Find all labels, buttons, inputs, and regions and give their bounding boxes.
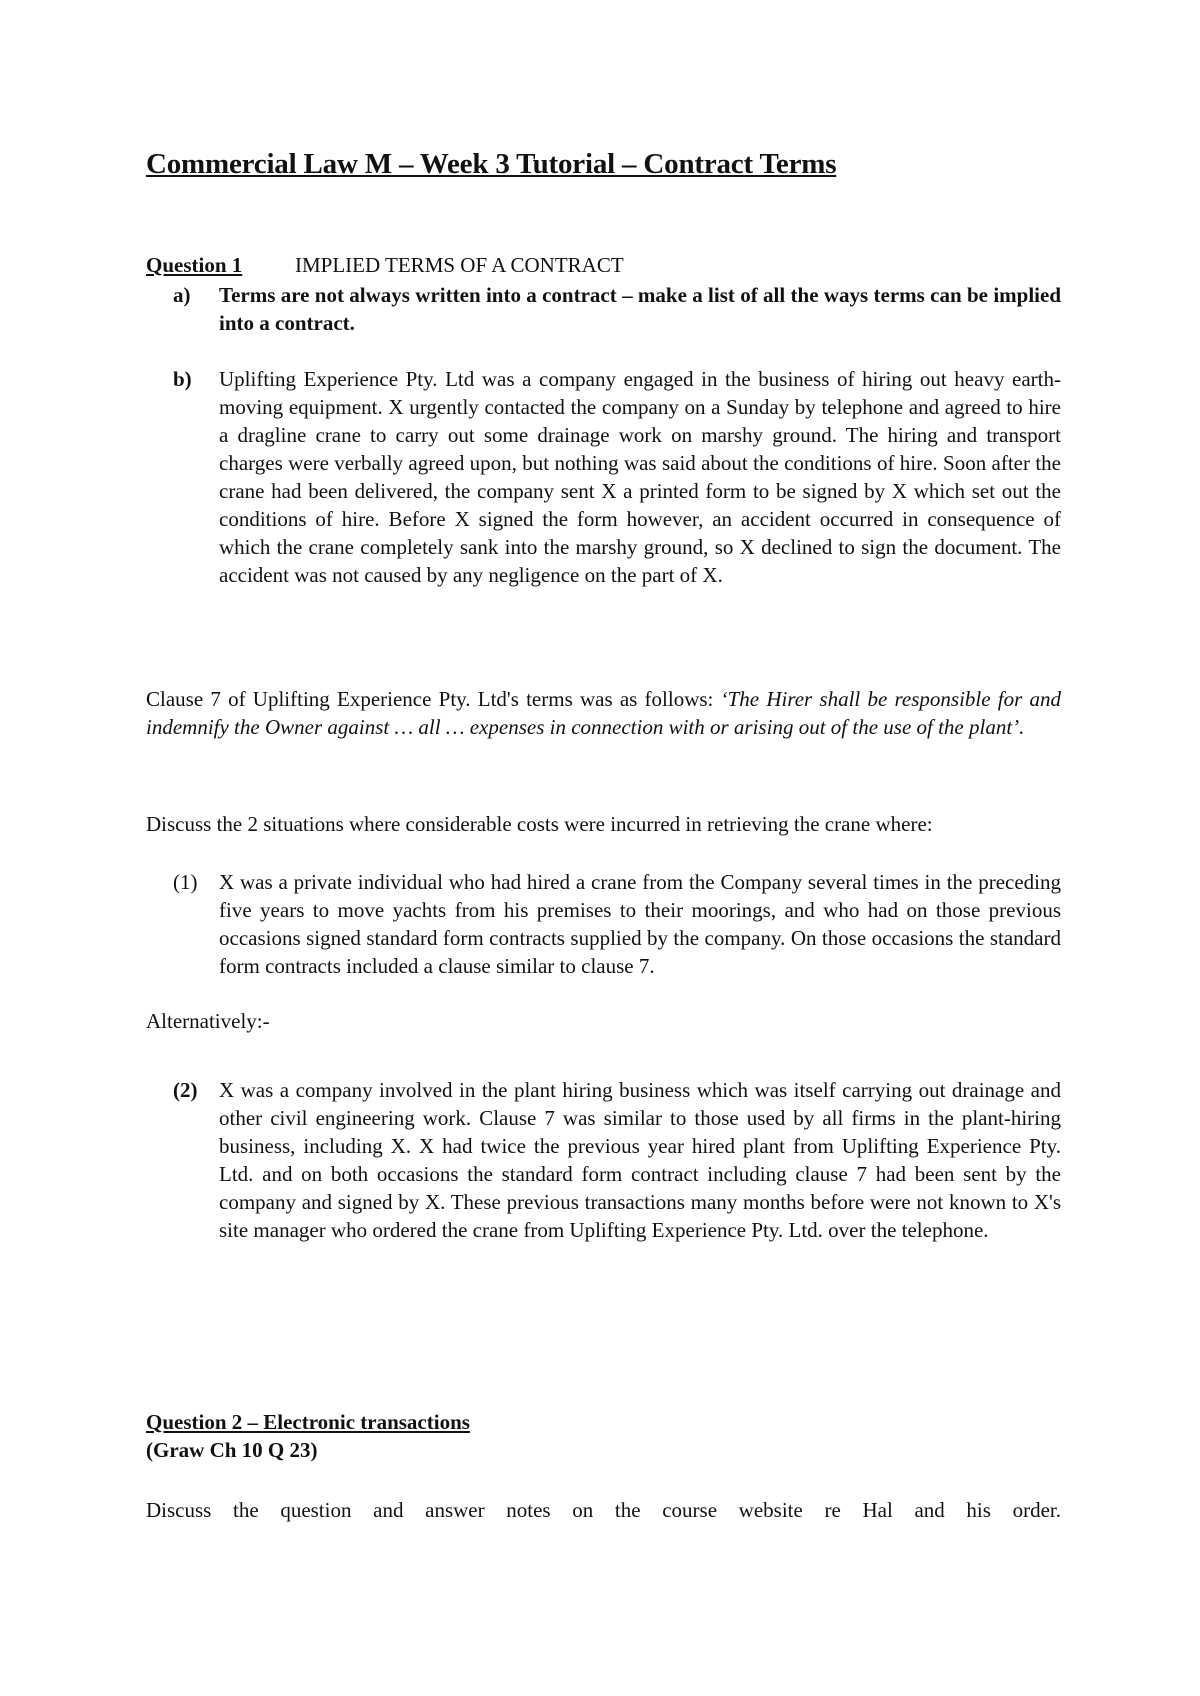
- page-title: Commercial Law M – Week 3 Tutorial – Contract Terms: [146, 148, 837, 180]
- situation-2-marker: (2): [173, 1078, 198, 1102]
- discuss-paragraph: Discuss the 2 situations where considerable costs were incurred in retrieving the crane where:: [146, 812, 933, 836]
- question-1-topic: IMPLIED TERMS OF A CONTRACT: [295, 253, 624, 277]
- situation-2-text: X was a company involved in the plant hiring business which was itself carrying out drainage and other civil engineering work. Clause 7 was similar to those used by all firms in the plant-hiring business, including X. X had twice the previous year hired plant from Uplifting Experience Pty. Ltd. and on both occasions the standard form contract including clause 7 had been sent by the company and signed by X. These previous transactions many months before were not known to X's site manager who ordered the crane from Uplifting Experience Pty. Ltd. over the telephone.: [219, 1078, 1061, 1242]
- clause-7-paragraph: [146, 685, 1061, 741]
- question-2-text: Discuss the question and answer notes on the course website re Hal and his order.: [146, 1498, 1061, 1522]
- question-2-reference: (Graw Ch 10 Q 23): [146, 1438, 318, 1462]
- question-1-heading: [146, 253, 624, 278]
- question-1-part-b: [173, 365, 1061, 589]
- part-a-text: Terms are not always written into a contract – make a list of all the ways terms can be implied into a contract.: [219, 283, 1061, 335]
- question-1-label: Question 1: [146, 253, 243, 277]
- question-1-part-a: [173, 281, 1061, 337]
- part-a-marker: a): [173, 283, 191, 307]
- part-b-marker: b): [173, 367, 192, 391]
- situation-2: [173, 1076, 1061, 1244]
- clause-7-quote: ‘The Hirer shall be responsible for and indemnify the Owner against … all … expenses in connection with or arising out of the use of the plant’.: [146, 687, 1061, 739]
- situation-1: [173, 868, 1061, 980]
- situation-1-marker: (1): [173, 870, 198, 894]
- question-2-heading: Question 2 – Electronic transactions: [146, 1410, 470, 1434]
- clause-7-intro: Clause 7 of Uplifting Experience Pty. Ltd's terms was as follows:: [146, 687, 721, 711]
- alternatively-label: Alternatively:-: [146, 1009, 270, 1033]
- situation-1-text: X was a private individual who had hired a crane from the Company several times in the preceding five years to move yachts from his premises to their moorings, and who had on those previous occasions signed standard form contracts supplied by the company. On those occasions the standard form contracts included a clause similar to clause 7.: [219, 870, 1061, 978]
- part-b-text: Uplifting Experience Pty. Ltd was a company engaged in the business of hiring out heavy earth-moving equipment. X urgently contacted the company on a Sunday by telephone and agreed to hire a dragline crane to carry out some drainage work on marshy ground. The hiring and transport charges were verbally agreed upon, but nothing was said about the conditions of hire. Soon after the crane had been delivered, the company sent X a printed form to be signed by X which set out the conditions of hire. Before X signed the form however, an accident occurred in consequence of which the crane completely sank into the marshy ground, so X declined to sign the document. The accident was not caused by any negligence on the part of X.: [219, 367, 1061, 587]
